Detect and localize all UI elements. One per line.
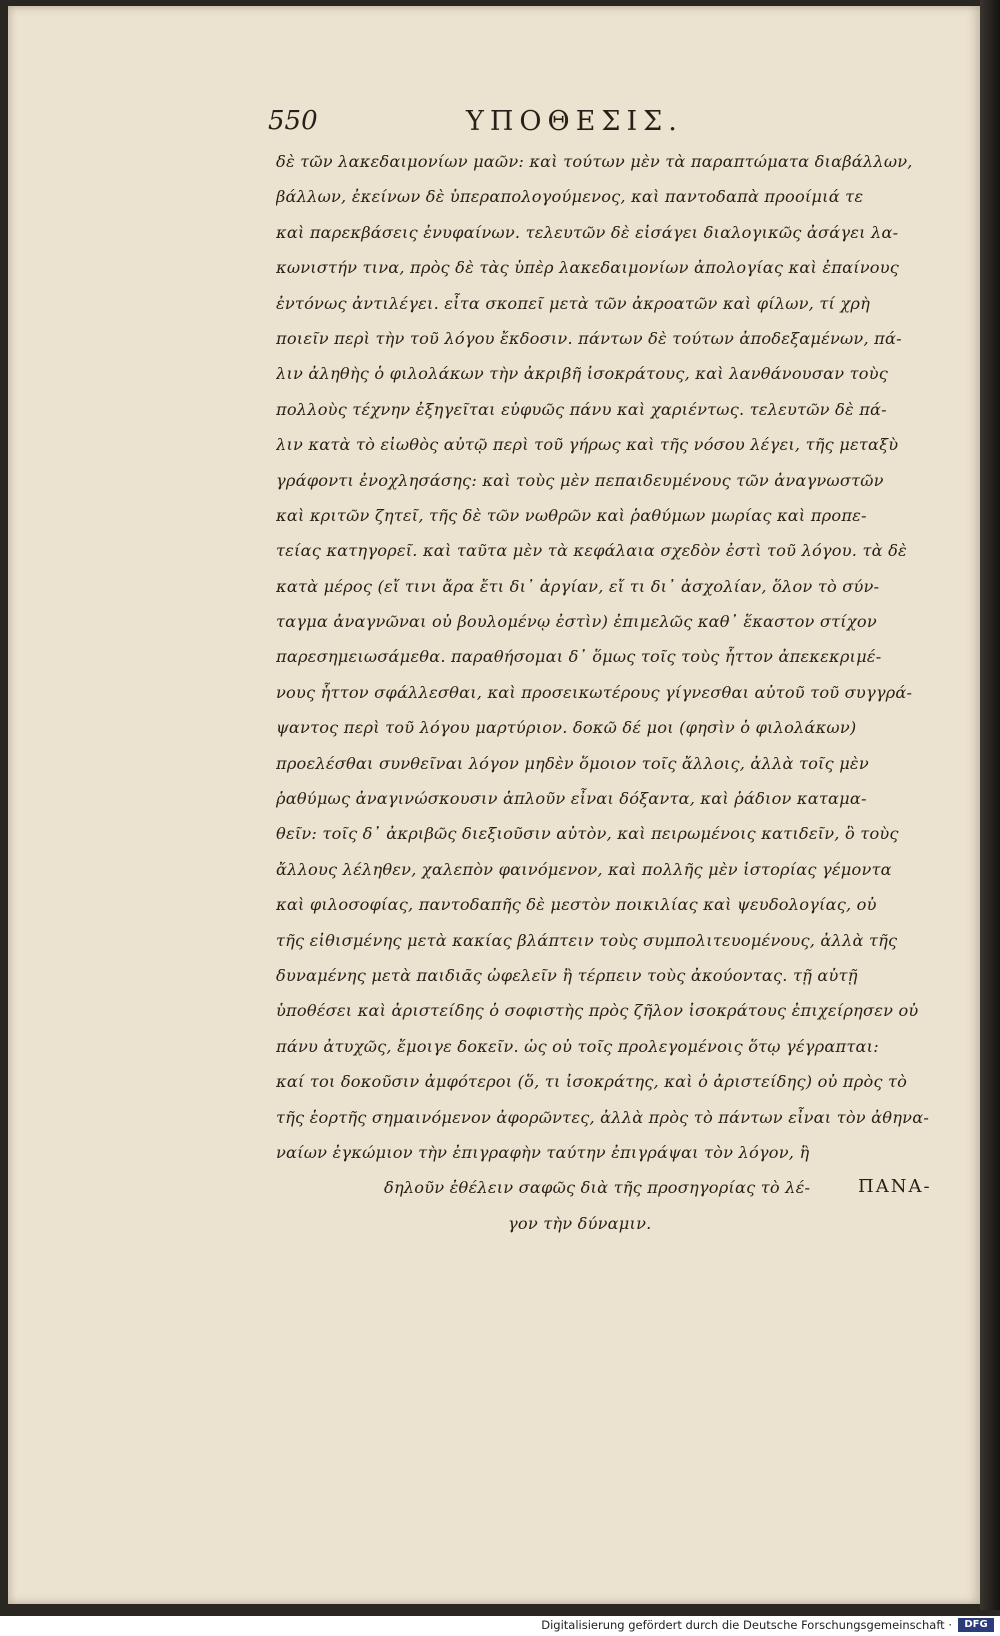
text-line: καὶ παρεκβάσεις ἐνυφαίνων. τελευτῶν δὲ εἰσάγει διαλογικῶς ἀσάγει λα-	[276, 222, 899, 242]
digitization-footer	[0, 1616, 1000, 1636]
text-line: γον τὴν δύναμιν.	[508, 1213, 652, 1233]
text-line: λιν κατὰ τὸ εἰωθὸς αὐτῷ περὶ τοῦ γήρως καὶ τῆς νόσου λέγει, τῆς μεταξὺ	[276, 435, 899, 455]
text-line: πάνυ ἀτυχῶς, ἔμοιγε δοκεῖν. ὡς οὐ τοῖς προλεγομένοις ὅτῳ γέγραπται:	[276, 1036, 879, 1056]
text-line: καί τοι δοκοῦσιν ἀμφότεροι (ὅ, τι ἰσοκράτης, καὶ ὁ ἀριστείδης) οὐ πρὸς τὸ	[276, 1072, 908, 1092]
text-line: παρεσημειωσάμεθα. παραθήσομαι δ᾽ ὅμως τοῖς τοὺς ἧττον ἀπεκεκριμέ-	[276, 647, 882, 667]
text-line: κωνιστήν τινα, πρὸς δὲ τὰς ὑπὲρ λακεδαιμονίων ἀπολογίας καὶ ἐπαίνους	[276, 258, 900, 278]
text-line: ναίων ἐγκώμιον τὴν ἐπιγραφὴν ταύτην ἐπιγράψαι τὸν λόγον, ἢ	[276, 1142, 810, 1162]
page-number: 550	[268, 106, 318, 136]
page-header	[268, 106, 868, 146]
text-line: ὑποθέσει καὶ ἀριστείδης ὁ σοφιστὴς πρὸς ζῆλον ἰσοκράτους ἐπιχείρησεν οὐ	[276, 1001, 919, 1021]
footer-credit: Digitalisierung gefördert durch die Deutsche Forschungsgemeinschaft ·	[541, 1618, 952, 1632]
text-line: βάλλων, ἐκείνων δὲ ὑπεραπολογούμενος, καὶ παντοδαπὰ προοίμιά τε	[276, 187, 864, 207]
text-line: θεῖν: τοῖς δ᾽ ἀκριβῶς διεξιοῦσιν αὐτὸν, καὶ πειρωμένοις κατιδεῖν, ὃ τοὺς	[276, 824, 899, 844]
text-line: κατὰ μέρος (εἴ τινι ἄρα ἔτι δι᾽ ἀργίαν, εἴ τι δι᾽ ἀσχολίαν, ὅλον τὸ σύν-	[276, 576, 880, 596]
text-line: νους ἧττον σφάλλεσθαι, καὶ προσεικωτέρους γίγνεσθαι αὐτοῦ τοῦ συγγρά-	[276, 682, 913, 702]
text-line: γράφοντι ἐνοχλησάσης: καὶ τοὺς μὲν πεπαιδευμένους τῶν ἀναγνωστῶν	[276, 470, 884, 490]
page-edge-shadow	[980, 0, 1000, 1610]
text-line: προελέσθαι συνθεῖναι λόγον μηδὲν ὅμοιον τοῖς ἄλλοις, ἀλλὰ τοῖς μὲν	[276, 753, 869, 773]
catchword: ΠΑΝΑ-	[858, 1176, 932, 1197]
running-head: ΥΠΟΘΕΣΙΣ.	[466, 106, 683, 137]
text-line: ἄλλους λέληθεν, χαλεπὸν φαινόμενον, καὶ πολλῆς μὲν ἱστορίας γέμοντα	[276, 859, 892, 879]
text-line: ποιεῖν περὶ τὴν τοῦ λόγου ἔκδοσιν. πάντων δὲ τούτων ἀποδεξαμένων, πά-	[276, 328, 902, 348]
text-line: καὶ φιλοσοφίας, παντοδαπῆς δὲ μεστὸν ποικιλίας καὶ ψευδολογίας, οὐ	[276, 895, 877, 915]
text-line: λιν ἀληθὴς ὁ φιλολάκων τὴν ἀκριβῆ ἰσοκράτους, καὶ λανθάνουσαν τοὺς	[276, 364, 889, 384]
text-line: ψαντος περὶ τοῦ λόγου μαρτύριον. δοκῶ δέ μοι (φησὶν ὁ φιλολάκων)	[276, 718, 857, 738]
text-line: δυναμένης μετὰ παιδιᾶς ὠφελεῖν ἢ τέρπειν τοὺς ἀκούοντας. τῇ αὐτῇ	[276, 965, 858, 985]
text-line: δὲ τῶν λακεδαιμονίων μαῶν: καὶ τούτων μὲν τὰ παραπτώματα διαβάλλων,	[276, 152, 913, 171]
text-line: πολλοὺς τέχνην ἐξηγεῖται εὐφυῶς πάνυ καὶ χαριέντως. τελευτῶν δὲ πά-	[276, 399, 887, 419]
text-line: ἐντόνως ἀντιλέγει. εἶτα σκοπεῖ μετὰ τῶν ἀκροατῶν καὶ φίλων, τί χρὴ	[276, 293, 871, 313]
dfg-logo-icon: DFG	[958, 1618, 994, 1632]
text-line: ταγμα ἀναγνῶναι οὐ βουλομένῳ ἐστὶν) ἐπιμελῶς καθ᾽ ἕκαστον στίχον	[276, 612, 877, 632]
text-line: τῆς ἑορτῆς σημαινόμενον ἀφορῶντες, ἀλλὰ πρὸς τὸ πάντων εἶναι τὸν ἀθηνα-	[276, 1107, 929, 1127]
body-text	[276, 144, 946, 1241]
text-line: δηλοῦν ἐθέλειν σαφῶς διὰ τῆς προσηγορίας τὸ λέ-	[384, 1178, 811, 1198]
text-line: τείας κατηγορεῖ. καὶ ταῦτα μὲν τὰ κεφάλαια σχεδὸν ἐστὶ τοῦ λόγου. τὰ δὲ	[276, 541, 907, 561]
text-line: ῥαθύμως ἀναγινώσκουσιν ἁπλοῦν εἶναι δόξαντα, καὶ ῥάδιον καταμα-	[276, 789, 867, 809]
text-line: τῆς εἰθισμένης μετὰ κακίας βλάπτειν τοὺς συμπολιτευομένους, ἀλλὰ τῆς	[276, 930, 898, 950]
text-line: καὶ κριτῶν ζητεῖ, τῆς δὲ τῶν νωθρῶν καὶ ῥαθύμων μωρίας καὶ προπε-	[276, 505, 867, 525]
